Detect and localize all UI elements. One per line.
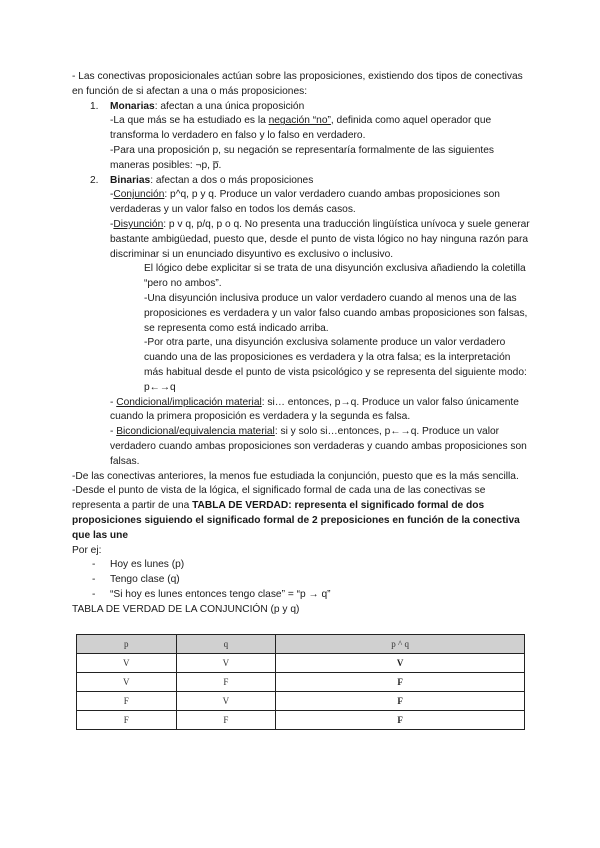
monarias-title: Monarias <box>110 100 155 112</box>
table-header-row <box>77 635 525 654</box>
text: , definida como aquel operador que transforma lo verdadero en falso y lo falso en verdadero. <box>110 115 492 142</box>
condicional-paragraph: - Condicional/implicación material: si… entonces, p→q. Produce un valor falso únicamente cuando la primera proposición es verdadera y la segunda es falsa. <box>110 396 519 423</box>
column-header: q <box>176 635 276 654</box>
column-header: p <box>77 635 177 654</box>
table-row <box>77 673 525 692</box>
binarias-heading <box>72 174 530 189</box>
table-row <box>77 711 525 730</box>
table-row <box>77 692 525 711</box>
text: -La que más se ha estudiado es la <box>110 115 269 127</box>
text: Hoy es lunes (p) <box>110 559 185 571</box>
conjuncion-term: Conjunción <box>113 189 165 201</box>
conjuncion-paragraph: -Conjunción: p^q, p y q. Produce un valor verdadero cuando ambas proposiciones son verdaderas y un valor falso en todos los demás casos. <box>110 189 500 216</box>
monarias-heading <box>72 100 530 115</box>
binarias-desc: : afectan a dos o más proposiciones <box>150 174 314 186</box>
disyuncion-sub2: -Una disyunción inclusiva produce un valor verdadero cuando al menos una de las proposiciones es verdadera y un valor falso cuando ambas proposiciones son falsas, se representa como está indicado arriba. <box>144 292 528 334</box>
list-item: - “Si hoy es lunes entonces tengo clase” = “p → q” <box>92 588 331 600</box>
bicondicional-paragraph: - Bicondicional/equivalencia material: si y solo si…entonces, p←→q. Produce un valor verdadero cuando ambas proposiciones son verdaderas y cuando ambas proposiciones son falsas. <box>110 426 527 467</box>
text: : si y solo si…entonces, p←→q. Produce un valor verdadero cuando ambas proposiciones son verdaderas y cuando ambas proposiciones son falsas. <box>110 426 527 467</box>
negacion-term: negación “no” <box>268 115 331 127</box>
text: : p v q, p/q, p o q. No presenta una traducción lingüística unívoca y suele generar bastante ambigüedad, puesto que, desde el punto de vista lógico no hay ninguna razón para discriminar si un enunciado disyuntivo es exclusivo o inclusivo. <box>110 218 530 260</box>
tabla-verdad-definition: TABLA DE VERDAD: representa el significado formal de dos proposiciones siguiendo el significado formal de 2 preposiciones en función de la conectiva que las une <box>72 500 520 541</box>
table-cell: V <box>176 692 276 711</box>
table-cell: F <box>276 692 525 711</box>
bicondicional-term: Bicondicional/equivalencia material <box>116 426 275 438</box>
ejemplo-label: Por ej: <box>72 544 102 556</box>
document-body <box>72 70 530 617</box>
table-cell: F <box>77 711 177 730</box>
table-cell: V <box>176 654 276 673</box>
disyuncion-term: Disyunción <box>113 218 164 230</box>
table-cell: F <box>176 711 276 730</box>
truth-table <box>76 634 525 730</box>
intro-paragraph: - Las conectivas proposicionales actúan sobre las proposiciones, existiendo dos tipos de conectivas en función de si afectan a una o más proposiciones: <box>72 71 523 97</box>
list-item: - Hoy es lunes (p) <box>92 559 185 571</box>
list-item: - Tengo clase (q) <box>92 574 180 586</box>
table-cell: V <box>77 654 177 673</box>
negacion-paragraph <box>72 114 530 144</box>
column-header: p ^ q <box>276 635 525 654</box>
table-cell: V <box>276 654 525 673</box>
disyuncion-sub3: -Por otra parte, una disyunción exclusiva solamente produce un valor verdadero cuando una de las proposiciones es verdadera y la otra falsa; es la interpretación más habitual desde el punto de vista psicológico y se representa del siguiente modo: p←→q <box>144 337 527 393</box>
table-cell: F <box>77 692 177 711</box>
text: -Desde el punto de vista de la lógica, el significado formal de cada una de las conectivas se representa a partir de una <box>72 485 486 512</box>
table-row <box>77 654 525 673</box>
table-cell: F <box>276 673 525 692</box>
list-number: 1. <box>90 100 99 112</box>
table-cell: F <box>276 711 525 730</box>
text: : si… entonces, p→q. Produce un valor falso únicamente cuando la primera proposición es verdadera y la segunda es falsa. <box>110 396 519 423</box>
negacion-representation: -Para una proposición p, su negación se representaría formalmente de las siguientes maneras posibles: ¬p, p̅. <box>110 144 494 171</box>
binarias-title: Binarias <box>110 174 151 186</box>
text: : p^q, p y q. Produce un valor verdadero cuando ambas proposiciones son verdaderas y un valor falso en todos los demás casos. <box>110 189 500 216</box>
text: Tengo clase (q) <box>110 574 180 586</box>
disyuncion-sub1: El lógico debe explicitar si se trata de una disyunción exclusiva añadiendo la coletilla “pero no ambos”. <box>144 263 526 290</box>
table-cell: F <box>176 673 276 692</box>
tabla-title: TABLA DE VERDAD DE LA CONJUNCIÓN (p y q) <box>72 603 300 615</box>
tabla-verdad-paragraph <box>72 484 530 543</box>
monarias-desc: : afectan a una única proposición <box>154 100 305 112</box>
menos-paragraph: -De las conectivas anteriores, la menos fue estudiada la conjunción, puesto que es la más sencilla. <box>72 470 519 482</box>
disyuncion-paragraph: -Disyunción: p v q, p/q, p o q. No presenta una traducción lingüística unívoca y suele generar bastante ambigüedad, puesto que, desde el punto de vista lógico no hay ninguna razón para discriminar si un enunciado disyuntivo es exclusivo o inclusivo. <box>110 218 530 260</box>
table-cell: V <box>77 673 177 692</box>
text: “Si hoy es lunes entonces tengo clase” = “p → q” <box>110 588 331 600</box>
condicional-term: Condicional/implicación material <box>116 396 262 408</box>
list-number: 2. <box>90 174 99 186</box>
